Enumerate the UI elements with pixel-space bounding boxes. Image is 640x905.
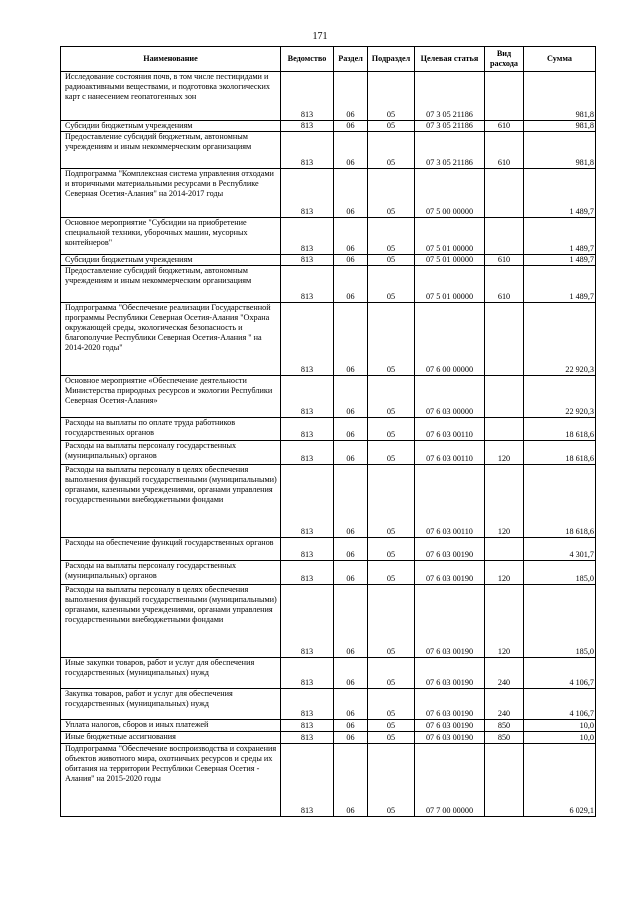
row-target-article: 07 3 05 21186 xyxy=(415,132,485,169)
table-row xyxy=(61,169,596,218)
table-row xyxy=(61,689,596,720)
row-razdel: 06 xyxy=(334,465,368,538)
row-podrazdel: 05 xyxy=(368,732,415,744)
row-sum: 4 106,7 xyxy=(524,658,596,689)
row-name: Расходы на выплаты по оплате труда работников государственных органов xyxy=(61,418,281,441)
row-podrazdel: 05 xyxy=(368,72,415,121)
row-expense-type xyxy=(485,418,524,441)
table-row xyxy=(61,72,596,121)
row-vedomstvo: 813 xyxy=(281,585,334,658)
row-target-article: 07 5 01 00000 xyxy=(415,255,485,266)
row-name: Подпрограмма "Комплексная система управления отходами и вторичными материальными ресурсами в Республике Северная Осетия-Алания" на 2014-2017 годы xyxy=(61,169,281,218)
row-vedomstvo: 813 xyxy=(281,658,334,689)
table-row xyxy=(61,266,596,303)
row-razdel: 06 xyxy=(334,376,368,418)
row-razdel: 06 xyxy=(334,689,368,720)
row-target-article: 07 5 01 00000 xyxy=(415,266,485,303)
column-header-name: Наименование xyxy=(61,47,281,72)
row-sum: 981,8 xyxy=(524,121,596,132)
column-header-expense-type: Вид расхода xyxy=(485,47,524,72)
row-expense-type: 610 xyxy=(485,132,524,169)
table-row xyxy=(61,376,596,418)
row-target-article: 07 5 01 00000 xyxy=(415,218,485,255)
row-podrazdel: 05 xyxy=(368,303,415,376)
row-sum: 22 920,3 xyxy=(524,303,596,376)
row-podrazdel: 05 xyxy=(368,720,415,732)
row-expense-type xyxy=(485,218,524,255)
row-vedomstvo: 813 xyxy=(281,744,334,817)
row-expense-type: 610 xyxy=(485,266,524,303)
row-sum: 4 106,7 xyxy=(524,689,596,720)
row-target-article: 07 5 00 00000 xyxy=(415,169,485,218)
row-sum: 1 489,7 xyxy=(524,266,596,303)
column-header-sum: Сумма xyxy=(524,47,596,72)
row-expense-type xyxy=(485,538,524,561)
row-target-article: 07 7 00 00000 xyxy=(415,744,485,817)
row-name: Подпрограмма "Обеспечение реализации Государственной программы Республики Северная Осетия-Алания "Охрана окружающей среды, экологическая безопасность и благополучие Республики Северная Осетия-Алания " на 2014-2020 годы" xyxy=(61,303,281,376)
row-razdel: 06 xyxy=(334,72,368,121)
row-name: Субсидии бюджетным учреждениям xyxy=(61,255,281,266)
row-vedomstvo: 813 xyxy=(281,465,334,538)
row-sum: 4 301,7 xyxy=(524,538,596,561)
row-expense-type xyxy=(485,169,524,218)
row-vedomstvo: 813 xyxy=(281,418,334,441)
table-row xyxy=(61,121,596,132)
row-podrazdel: 05 xyxy=(368,376,415,418)
table-row xyxy=(61,732,596,744)
row-expense-type: 120 xyxy=(485,465,524,538)
row-razdel: 06 xyxy=(334,720,368,732)
row-name: Субсидии бюджетным учреждениям xyxy=(61,121,281,132)
table-row xyxy=(61,538,596,561)
table-row xyxy=(61,744,596,817)
row-podrazdel: 05 xyxy=(368,441,415,465)
row-podrazdel: 05 xyxy=(368,689,415,720)
table-row xyxy=(61,218,596,255)
row-target-article: 07 6 03 00190 xyxy=(415,720,485,732)
row-vedomstvo: 813 xyxy=(281,732,334,744)
row-target-article: 07 6 03 00190 xyxy=(415,538,485,561)
row-podrazdel: 05 xyxy=(368,585,415,658)
row-sum: 10,0 xyxy=(524,720,596,732)
row-expense-type: 850 xyxy=(485,732,524,744)
row-target-article: 07 6 03 00190 xyxy=(415,732,485,744)
row-razdel: 06 xyxy=(334,538,368,561)
row-name: Расходы на обеспечение функций государственных органов xyxy=(61,538,281,561)
row-podrazdel: 05 xyxy=(368,218,415,255)
column-header-podrazdel: Подраздел xyxy=(368,47,415,72)
row-podrazdel: 05 xyxy=(368,538,415,561)
row-name: Основное мероприятие "Субсидии на приобретение специальной техники, уборочных машин, мусорных контейнеров" xyxy=(61,218,281,255)
table-body xyxy=(61,72,596,817)
row-name: Основное мероприятие «Обеспечение деятельности Министерства природных ресурсов и экологии Республики Северная Осетия-Алания» xyxy=(61,376,281,418)
row-razdel: 06 xyxy=(334,255,368,266)
row-expense-type: 120 xyxy=(485,561,524,585)
row-expense-type xyxy=(485,376,524,418)
row-vedomstvo: 813 xyxy=(281,441,334,465)
row-expense-type: 850 xyxy=(485,720,524,732)
row-expense-type xyxy=(485,72,524,121)
row-podrazdel: 05 xyxy=(368,418,415,441)
row-razdel: 06 xyxy=(334,585,368,658)
row-name: Предоставление субсидий бюджетным, автономным учреждениям и иным некоммерческим организациям xyxy=(61,132,281,169)
row-podrazdel: 05 xyxy=(368,132,415,169)
row-podrazdel: 05 xyxy=(368,255,415,266)
row-expense-type: 240 xyxy=(485,658,524,689)
table-header-row xyxy=(61,47,596,72)
table-row xyxy=(61,658,596,689)
page-number: 171 xyxy=(312,31,328,42)
row-name: Иные закупки товаров, работ и услуг для обеспечения государственных (муниципальных) нужд xyxy=(61,658,281,689)
row-razdel: 06 xyxy=(334,732,368,744)
row-razdel: 06 xyxy=(334,441,368,465)
row-target-article: 07 6 03 00000 xyxy=(415,376,485,418)
row-vedomstvo: 813 xyxy=(281,266,334,303)
row-name: Подпрограмма "Обеспечение воспроизводства и сохранения объектов животного мира, охотничьих ресурсов и среды их обитания на территории Республики Северная Осетия - Алания" на 2015-2020 годы xyxy=(61,744,281,817)
row-name: Исследование состояния почв, в том числе пестицидами и радиоактивными веществами, и подготовка экологических карт с нанесением геопатогенных зон xyxy=(61,72,281,121)
row-vedomstvo: 813 xyxy=(281,689,334,720)
row-podrazdel: 05 xyxy=(368,121,415,132)
row-vedomstvo: 813 xyxy=(281,720,334,732)
row-target-article: 07 6 03 00190 xyxy=(415,689,485,720)
row-razdel: 06 xyxy=(334,121,368,132)
row-sum: 22 920,3 xyxy=(524,376,596,418)
table-row xyxy=(61,585,596,658)
row-expense-type: 610 xyxy=(485,121,524,132)
table-row xyxy=(61,255,596,266)
row-expense-type: 240 xyxy=(485,689,524,720)
row-expense-type xyxy=(485,303,524,376)
row-sum: 185,0 xyxy=(524,585,596,658)
row-target-article: 07 3 05 21186 xyxy=(415,121,485,132)
row-name: Расходы на выплаты персоналу государственных (муниципальных) органов xyxy=(61,561,281,585)
table-row xyxy=(61,303,596,376)
row-target-article: 07 6 03 00110 xyxy=(415,418,485,441)
table-row xyxy=(61,132,596,169)
row-razdel: 06 xyxy=(334,658,368,689)
row-razdel: 06 xyxy=(334,744,368,817)
table-row xyxy=(61,561,596,585)
row-sum: 1 489,7 xyxy=(524,255,596,266)
row-target-article: 07 6 03 00190 xyxy=(415,585,485,658)
row-razdel: 06 xyxy=(334,218,368,255)
row-name: Расходы на выплаты персоналу в целях обеспечения выполнения функций государственными (муниципальными) органами, казенными учреждениями, органами управления государственными внебюджетными фондами xyxy=(61,465,281,538)
row-sum: 185,0 xyxy=(524,561,596,585)
row-sum: 6 029,1 xyxy=(524,744,596,817)
row-target-article: 07 6 03 00190 xyxy=(415,658,485,689)
table-row xyxy=(61,418,596,441)
column-header-vedomstvo: Ведомство xyxy=(281,47,334,72)
row-vedomstvo: 813 xyxy=(281,218,334,255)
row-sum: 18 618,6 xyxy=(524,441,596,465)
row-sum: 1 489,7 xyxy=(524,169,596,218)
row-vedomstvo: 813 xyxy=(281,561,334,585)
row-vedomstvo: 813 xyxy=(281,121,334,132)
row-vedomstvo: 813 xyxy=(281,169,334,218)
row-expense-type: 610 xyxy=(485,255,524,266)
row-sum: 18 618,6 xyxy=(524,465,596,538)
row-vedomstvo: 813 xyxy=(281,72,334,121)
row-razdel: 06 xyxy=(334,561,368,585)
row-podrazdel: 05 xyxy=(368,561,415,585)
row-name: Расходы на выплаты персоналу государственных (муниципальных) органов xyxy=(61,441,281,465)
row-sum: 1 489,7 xyxy=(524,218,596,255)
row-expense-type xyxy=(485,744,524,817)
row-razdel: 06 xyxy=(334,132,368,169)
row-sum: 981,8 xyxy=(524,132,596,169)
row-name: Иные бюджетные ассигнования xyxy=(61,732,281,744)
row-sum: 18 618,6 xyxy=(524,418,596,441)
table-row xyxy=(61,465,596,538)
row-target-article: 07 6 03 00110 xyxy=(415,465,485,538)
row-target-article: 07 6 03 00190 xyxy=(415,561,485,585)
budget-table xyxy=(60,46,596,817)
table-row xyxy=(61,720,596,732)
row-name: Закупка товаров, работ и услуг для обеспечения государственных (муниципальных) нужд xyxy=(61,689,281,720)
table-row xyxy=(61,441,596,465)
row-vedomstvo: 813 xyxy=(281,255,334,266)
row-vedomstvo: 813 xyxy=(281,303,334,376)
row-podrazdel: 05 xyxy=(368,744,415,817)
row-sum: 10,0 xyxy=(524,732,596,744)
column-header-razdel: Раздел xyxy=(334,47,368,72)
row-podrazdel: 05 xyxy=(368,465,415,538)
row-razdel: 06 xyxy=(334,418,368,441)
row-name: Предоставление субсидий бюджетным, автономным учреждениям и иным некоммерческим организациям xyxy=(61,266,281,303)
row-target-article: 07 6 00 00000 xyxy=(415,303,485,376)
row-expense-type: 120 xyxy=(485,441,524,465)
row-vedomstvo: 813 xyxy=(281,538,334,561)
row-name: Расходы на выплаты персоналу в целях обеспечения выполнения функций государственными (муниципальными) органами, казенными учреждениями, органами управления государственными внебюджетными фондами xyxy=(61,585,281,658)
row-vedomstvo: 813 xyxy=(281,376,334,418)
row-razdel: 06 xyxy=(334,169,368,218)
row-podrazdel: 05 xyxy=(368,169,415,218)
row-vedomstvo: 813 xyxy=(281,132,334,169)
row-razdel: 06 xyxy=(334,303,368,376)
row-name: Уплата налогов, сборов и иных платежей xyxy=(61,720,281,732)
row-expense-type: 120 xyxy=(485,585,524,658)
row-podrazdel: 05 xyxy=(368,658,415,689)
row-razdel: 06 xyxy=(334,266,368,303)
row-target-article: 07 6 03 00110 xyxy=(415,441,485,465)
column-header-target-article: Целевая статья xyxy=(415,47,485,72)
row-podrazdel: 05 xyxy=(368,266,415,303)
row-sum: 981,8 xyxy=(524,72,596,121)
row-target-article: 07 3 05 21186 xyxy=(415,72,485,121)
